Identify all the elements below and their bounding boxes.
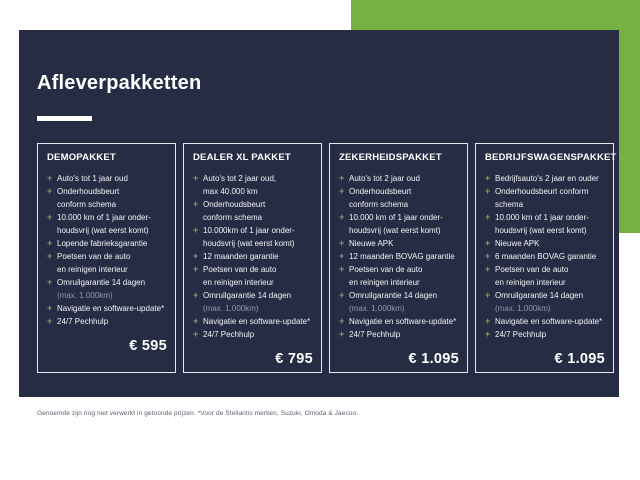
feature-line: max 40.000 km — [203, 187, 258, 196]
plus-bullet-icon: + — [485, 290, 491, 300]
package-features — [339, 172, 459, 341]
plus-bullet-icon: + — [193, 225, 199, 235]
feature-item — [47, 211, 167, 237]
feature-line: (max. 1.000km) — [349, 304, 405, 313]
feature-line: conform schema — [349, 200, 409, 209]
feature-line: Navigatie en software-update* — [203, 317, 311, 326]
plus-bullet-icon: + — [485, 173, 491, 183]
feature-item — [485, 289, 605, 315]
plus-bullet-icon: + — [485, 316, 491, 326]
package-cards — [37, 143, 617, 373]
feature-line: 12 maanden BOVAG garantie — [349, 252, 455, 261]
plus-bullet-icon: + — [485, 238, 491, 248]
package-card — [37, 143, 176, 373]
feature-line: houdsvrij (wat eerst komt) — [495, 226, 587, 235]
feature-item — [485, 211, 605, 237]
plus-bullet-icon: + — [47, 303, 53, 313]
feature-line: conform schema — [203, 213, 263, 222]
feature-line: 24/7 Pechhulp — [495, 330, 547, 339]
feature-item — [47, 315, 167, 328]
package-features — [193, 172, 313, 341]
package-title: BEDRIJFSWAGENSPAKKET — [485, 152, 617, 163]
plus-bullet-icon: + — [47, 316, 53, 326]
feature-item — [193, 328, 313, 341]
feature-item — [193, 224, 313, 250]
package-card — [183, 143, 322, 373]
feature-item — [339, 263, 459, 289]
feature-item — [47, 237, 167, 250]
feature-line: Poetsen van de auto — [203, 265, 277, 274]
feature-line: (max. 1.000km) — [495, 304, 551, 313]
plus-bullet-icon: + — [339, 316, 345, 326]
feature-line: 24/7 Pechhulp — [57, 317, 109, 326]
package-title: DEALER XL PAKKET — [193, 152, 291, 163]
plus-bullet-icon: + — [193, 264, 199, 274]
package-card — [475, 143, 617, 373]
feature-item — [193, 289, 313, 315]
plus-bullet-icon: + — [193, 329, 199, 339]
feature-line: 12 maanden garantie — [203, 252, 279, 261]
plus-bullet-icon: + — [47, 238, 53, 248]
plus-bullet-icon: + — [47, 251, 53, 261]
main-panel — [19, 30, 619, 397]
feature-item — [485, 185, 605, 211]
feature-line: Poetsen van de auto — [495, 265, 569, 274]
feature-item — [485, 328, 605, 341]
package-title: ZEKERHEIDSPAKKET — [339, 152, 442, 163]
feature-line: Navigatie en software-update* — [57, 304, 165, 313]
feature-item — [485, 237, 605, 250]
feature-item — [47, 276, 167, 302]
plus-bullet-icon: + — [485, 264, 491, 274]
feature-item — [339, 250, 459, 263]
feature-item — [339, 328, 459, 341]
package-price: € 595 — [129, 338, 167, 354]
package-card — [329, 143, 468, 373]
feature-item — [47, 185, 167, 211]
feature-line: Omruilgarantie 14 dagen — [349, 291, 438, 300]
feature-line: conform schema — [57, 200, 117, 209]
feature-line: Poetsen van de auto — [57, 252, 131, 261]
feature-line: Bedrijfsauto's 2 jaar en ouder — [495, 174, 599, 183]
feature-item — [193, 263, 313, 289]
feature-item — [193, 250, 313, 263]
feature-line: Onderhoudsbeurt — [349, 187, 412, 196]
feature-item — [193, 172, 313, 198]
feature-line: Auto's tot 2 jaar oud, — [203, 174, 277, 183]
plus-bullet-icon: + — [339, 238, 345, 248]
feature-line: en reinigen interieur — [495, 278, 566, 287]
feature-item — [193, 198, 313, 224]
feature-line: 10.000 km of 1 jaar onder- — [349, 213, 443, 222]
feature-line: houdsvrij (wat eerst komt) — [57, 226, 149, 235]
title-underline — [37, 116, 92, 121]
plus-bullet-icon: + — [339, 329, 345, 339]
feature-line: Omruilgarantie 14 dagen — [495, 291, 584, 300]
plus-bullet-icon: + — [193, 251, 199, 261]
plus-bullet-icon: + — [47, 186, 53, 196]
feature-line: Navigatie en software-update* — [349, 317, 457, 326]
feature-item — [339, 172, 459, 185]
feature-item — [47, 172, 167, 185]
feature-item — [339, 237, 459, 250]
feature-item — [485, 315, 605, 328]
plus-bullet-icon: + — [339, 264, 345, 274]
feature-line: 24/7 Pechhulp — [349, 330, 401, 339]
feature-item — [339, 315, 459, 328]
package-price: € 1.095 — [408, 351, 459, 367]
plus-bullet-icon: + — [339, 290, 345, 300]
feature-line: 24/7 Pechhulp — [203, 330, 255, 339]
feature-line: en reinigen interieur — [57, 265, 128, 274]
feature-line: Nieuwe APK — [495, 239, 540, 248]
feature-line: 10.000 km of 1 jaar onder- — [57, 213, 151, 222]
feature-line: en reinigen interieur — [203, 278, 274, 287]
feature-line: 6 maanden BOVAG garantie — [495, 252, 597, 261]
plus-bullet-icon: + — [193, 316, 199, 326]
feature-item — [193, 315, 313, 328]
feature-item — [47, 250, 167, 276]
feature-line: Auto's tot 2 jaar oud — [349, 174, 420, 183]
feature-line: Auto's tot 1 jaar oud — [57, 174, 128, 183]
feature-item — [339, 185, 459, 211]
plus-bullet-icon: + — [485, 186, 491, 196]
feature-line: 10.000 km of 1 jaar onder- — [495, 213, 589, 222]
feature-line: en reinigen interieur — [349, 278, 420, 287]
package-features — [485, 172, 605, 341]
feature-item — [485, 250, 605, 263]
feature-line: houdsvrij (wat eerst komt) — [349, 226, 441, 235]
plus-bullet-icon: + — [193, 199, 199, 209]
feature-item — [47, 302, 167, 315]
plus-bullet-icon: + — [485, 212, 491, 222]
page-title: Afleverpakketten — [37, 72, 202, 94]
feature-line: houdsvrij (wat eerst komt) — [203, 239, 295, 248]
feature-line: Onderhoudsbeurt conform — [495, 187, 589, 196]
plus-bullet-icon: + — [47, 212, 53, 222]
plus-bullet-icon: + — [47, 277, 53, 287]
feature-item — [485, 263, 605, 289]
feature-line: Navigatie en software-update* — [495, 317, 603, 326]
feature-line: Onderhoudsbeurt — [57, 187, 120, 196]
plus-bullet-icon: + — [339, 251, 345, 261]
plus-bullet-icon: + — [47, 173, 53, 183]
feature-line: (max. 1.000km) — [57, 291, 113, 300]
package-price: € 795 — [275, 351, 313, 367]
plus-bullet-icon: + — [339, 186, 345, 196]
plus-bullet-icon: + — [339, 212, 345, 222]
plus-bullet-icon: + — [485, 251, 491, 261]
plus-bullet-icon: + — [193, 290, 199, 300]
plus-bullet-icon: + — [485, 329, 491, 339]
feature-line: Onderhoudsbeurt — [203, 200, 266, 209]
feature-item — [339, 289, 459, 315]
feature-item — [339, 211, 459, 237]
package-features — [47, 172, 167, 328]
package-price: € 1.095 — [554, 351, 605, 367]
feature-line: (max. 1.000km) — [203, 304, 259, 313]
feature-line: 10.000km of 1 jaar onder- — [203, 226, 295, 235]
feature-item — [485, 172, 605, 185]
feature-line: Poetsen van de auto — [349, 265, 423, 274]
footnote: Genoemde zijn nog niet verwerkt in getoonde prijzen. *Voor de Stellantis merken, Suzuki, Omoda & Jaecoo. — [37, 410, 359, 417]
feature-line: Nieuwe APK — [349, 239, 394, 248]
plus-bullet-icon: + — [193, 173, 199, 183]
plus-bullet-icon: + — [339, 173, 345, 183]
feature-line: Lopende fabrieksgarantie — [57, 239, 148, 248]
feature-line: Omruilgarantie 14 dagen — [203, 291, 292, 300]
feature-line: Omruilgarantie 14 dagen — [57, 278, 146, 287]
feature-line: schema — [495, 200, 524, 209]
package-title: DEMOPAKKET — [47, 152, 116, 163]
